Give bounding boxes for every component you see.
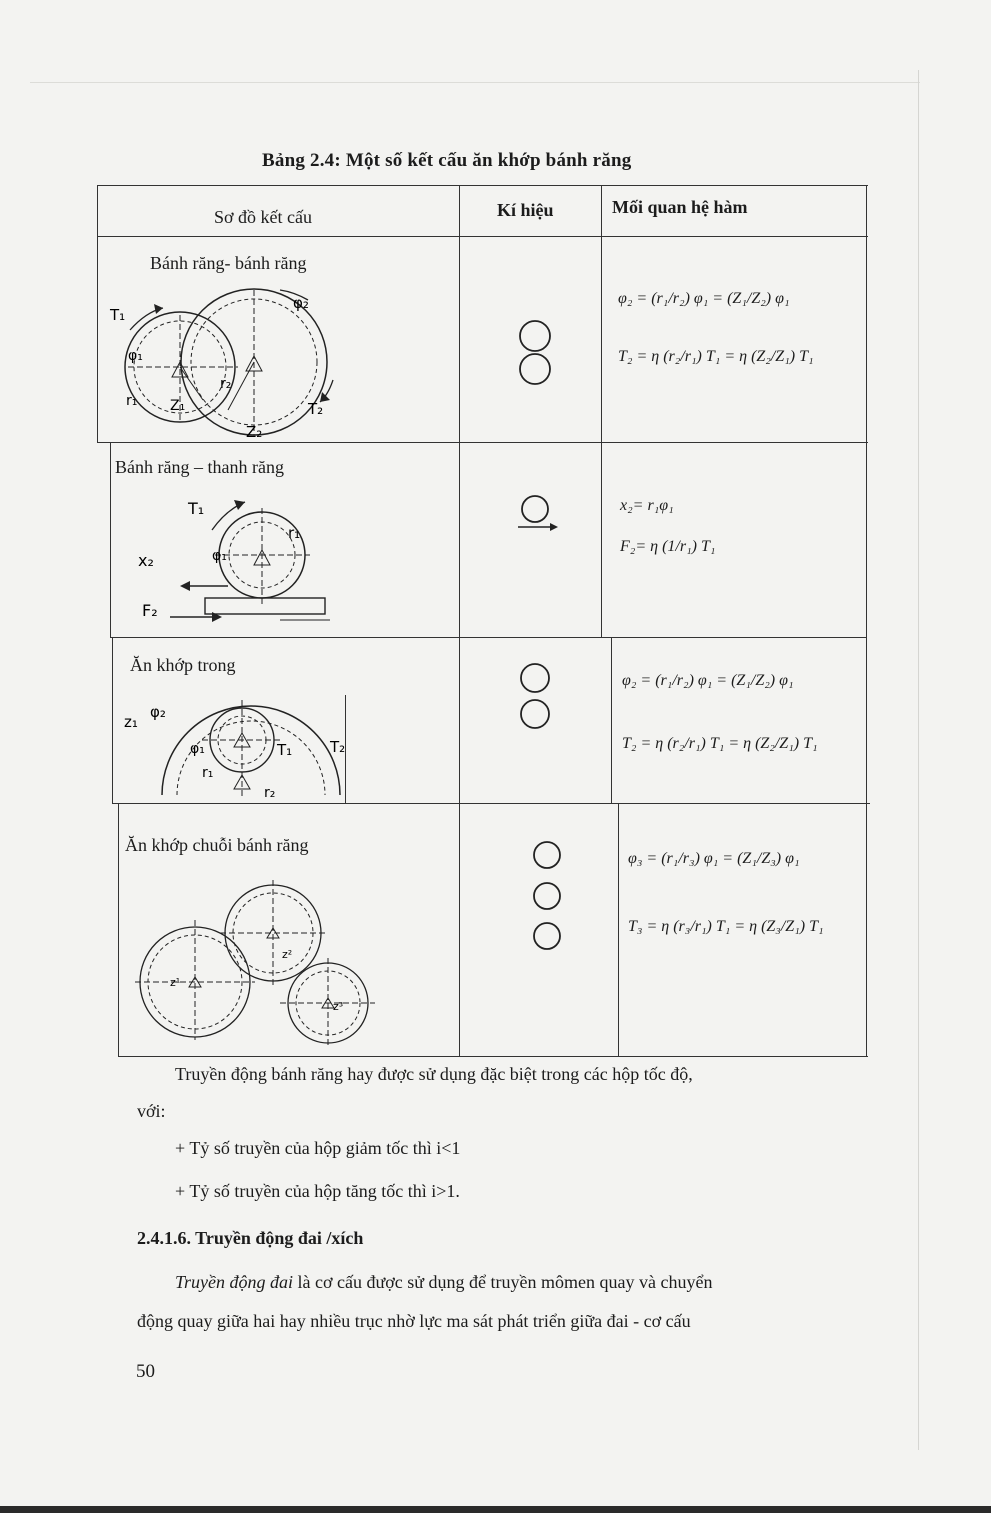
label-r1: r₁ [126,393,138,409]
row3-formula-2: T₂ = η (r₂/r₁) T₁ = η (Z₂/Z₁) T₁ [622,735,818,752]
label-t1: T₁ [277,741,293,759]
paragraph-2-line-1 [175,1271,712,1294]
paragraph-1-line-1: Truyền động bánh răng hay được sử dụng đặc biệt trong các hộp tốc độ, [175,1064,693,1084]
label-t2: T₂ [330,738,346,756]
label-phi2: φ₂ [150,703,166,721]
internal-gear-diagram [122,685,347,803]
gear-rack-symbol [510,494,560,546]
label-phi1: φ₁ [190,741,205,757]
label-t1: T₁ [110,306,126,324]
label-t2: T₂ [308,400,324,418]
label-r2: r₂ [264,785,276,801]
label-z1: z¹ [170,976,181,989]
row2-formula-1: x₂= r₁φ₁ [620,497,674,514]
row1-title: Bánh răng- bánh răng [150,253,307,273]
paragraph-2-line-1-rest: là cơ cấu được sử dụng để truyền mômen quay và chuyển [293,1272,713,1292]
page-bottom-edge [0,1506,991,1513]
row1-formula-1: φ₂ = (r₁/r₂) φ₁ = (Z₁/Z₂) φ₁ [618,290,790,307]
row2-formula-2: F₂= η (1/r₁) T₁ [620,538,716,555]
label-z2: z² [282,948,293,961]
label-phi1: φ₁ [128,348,143,364]
label-r1: r₁ [288,524,301,542]
row1-formula-2: T₂ = η (r₂/r₁) T₁ = η (Z₂/Z₁) T₁ [618,348,814,365]
header-diagram: Sơ đồ kết cấu [214,207,312,227]
page-number: 50 [136,1361,155,1382]
paragraph-1-line-2: với: [137,1101,166,1121]
label-z3: z³ [333,1000,344,1013]
paragraph-2-line-2: động quay giữa hai hay nhiều trục nhờ lực ma sát phát triển giữa đai - cơ cấu [137,1311,691,1331]
row4-formula-2: T₃ = η (r₃/r₁) T₁ = η (Z₃/Z₁) T₁ [628,918,824,935]
row4-title: Ăn khớp chuỗi bánh răng [125,835,309,855]
row3-formula-1: φ₂ = (r₁/r₂) φ₁ = (Z₁/Z₂) φ₁ [622,672,794,689]
gear-gear-diagram [108,270,358,440]
label-t1: T₁ [188,499,205,518]
label-r2: r₂ [220,376,232,392]
label-f2: F₂ [142,601,158,620]
label-z1: z₁ [124,713,138,731]
row3-title: Ăn khớp trong [130,655,236,675]
page-shadow-line [30,82,920,83]
bullet-1: + Tỷ số truyền của hộp giảm tốc thì i<1 [175,1138,461,1158]
gear-train-diagram [130,860,380,1050]
label-r1: r₁ [202,765,214,781]
label-phi1: φ₁ [212,548,227,564]
label-phi2: φ₂ [293,294,309,312]
paragraph-2-term: Truyền động đai [175,1272,294,1292]
page-edge [918,70,919,1450]
gear-rack-diagram [130,490,350,630]
label-z1: Z₁ [170,398,186,414]
row2-title: Bánh răng – thanh răng [115,457,284,477]
row4-formula-1: φ₃ = (r₁/r₃) φ₁ = (Z₁/Z₃) φ₁ [628,850,800,867]
internal-gear-symbol [510,660,560,735]
bullet-2: + Tỷ số truyền của hộp tăng tốc thì i>1. [175,1181,460,1201]
label-x2: x₂ [138,551,154,570]
header-relation: Mối quan hệ hàm [612,197,748,217]
section-heading: 2.4.1.6. Truyền động đai /xích [137,1228,364,1248]
gear-train-symbol [524,838,570,953]
label-z2: Z₂ [246,423,263,440]
table-caption: Bảng 2.4: Một số kết cấu ăn khớp bánh răng [262,150,632,171]
gear-gear-symbol [510,316,560,394]
header-symbol: Kí hiệu [497,200,554,220]
